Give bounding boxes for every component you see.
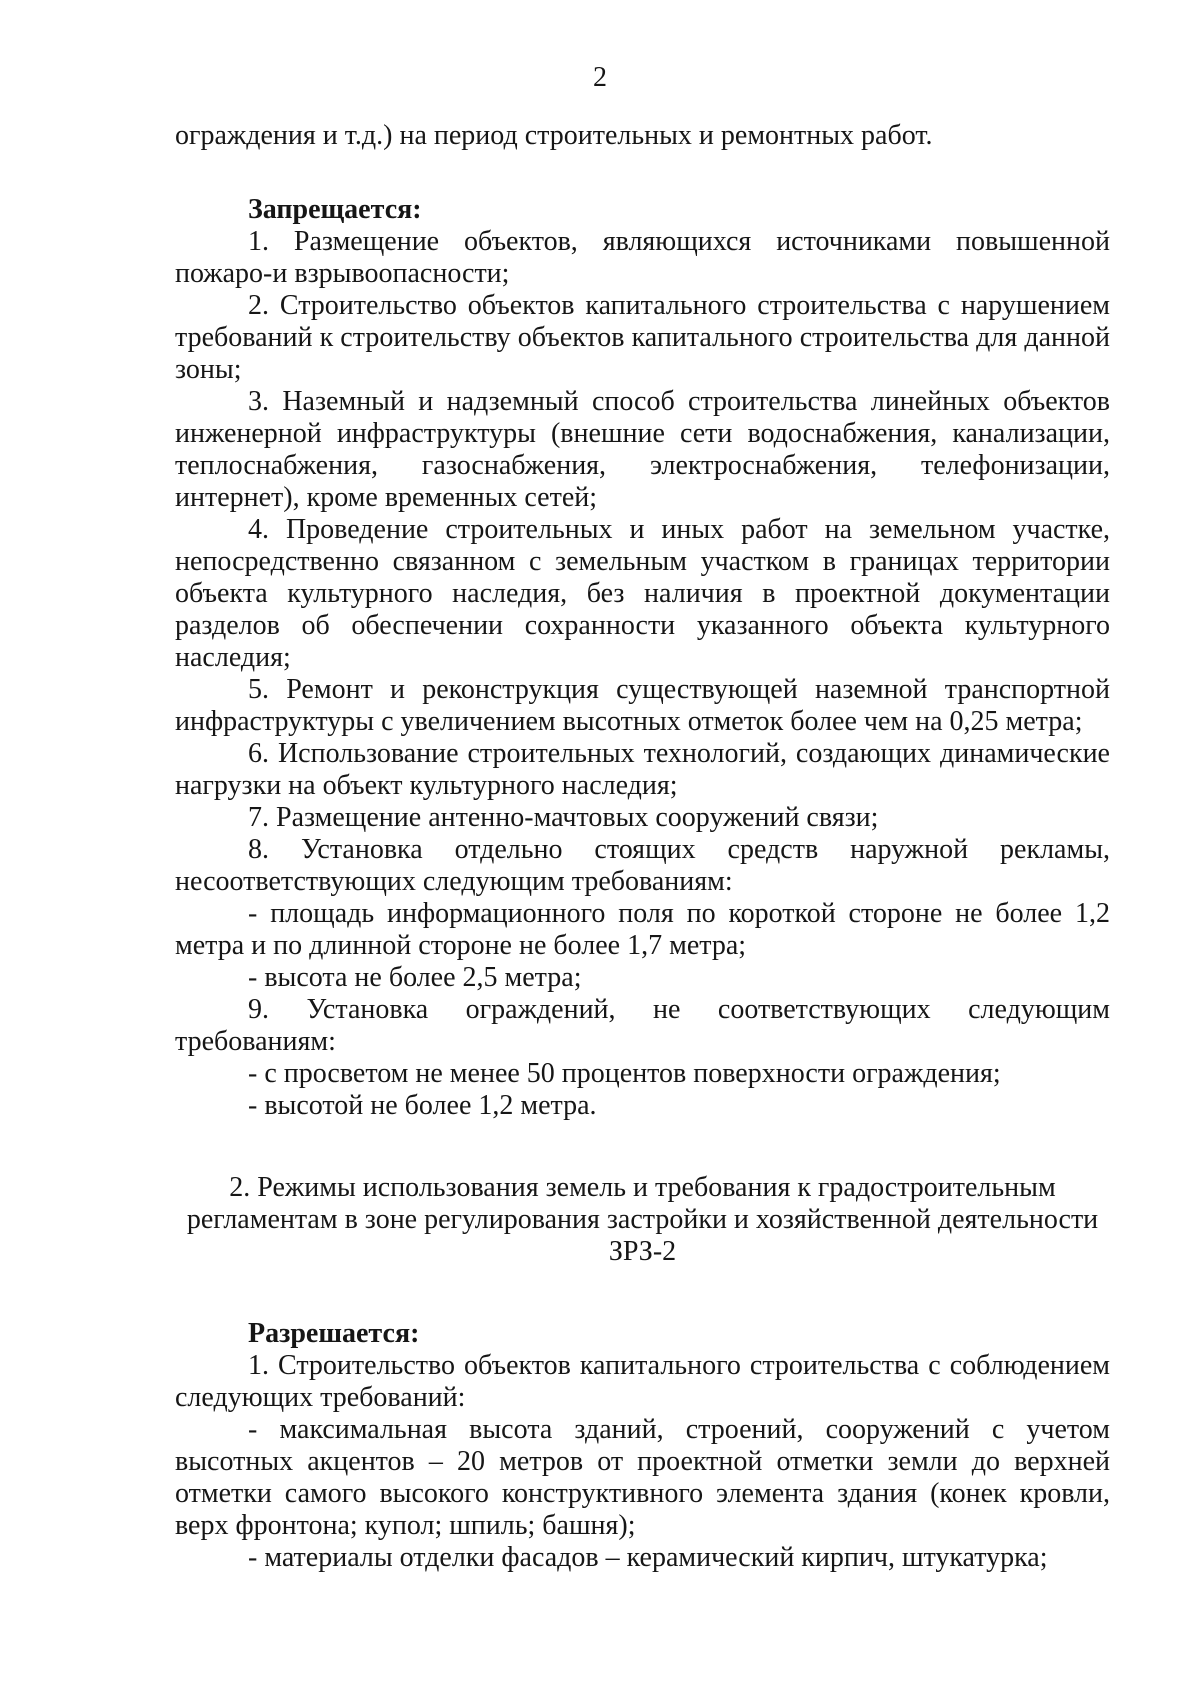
prohibited-item-8: 8. Установка отдельно стоящих средств наружной рекламы, несоответствующих следующим требованиям: <box>175 834 1110 897</box>
allowed-item-1: 1. Строительство объектов капитального строительства с соблюдением следующих требований: <box>175 1350 1110 1413</box>
prohibited-item-9-req-2: - высотой не более 1,2 метра. <box>248 1090 597 1121</box>
prohibited-heading: Запрещается: <box>248 194 422 225</box>
allowed-item-1-req-2: - материалы отделки фасадов – керамический кирпич, штукатурка; <box>248 1542 1048 1573</box>
allowed-item-1-req-1: - максимальная высота зданий, строений, сооружений с учетом высотных акцентов – 20 метров от проектной отметки земли до верхней отметки самого высокого конструктивного элемента здания (конек кровли, верх фронтона; купол; шпиль; башня); <box>175 1414 1110 1541</box>
section-2-title-line-2: регламентам в зоне регулирования застройки и хозяйственной деятельности <box>186 1204 1099 1235</box>
page-number: 2 <box>593 62 607 93</box>
prohibited-item-7: 7. Размещение антенно-мачтовых сооружений связи; <box>248 802 879 833</box>
prohibited-item-8-req-2: - высота не более 2,5 метра; <box>248 962 582 993</box>
prohibited-item-9: 9. Установка ограждений, не соответствующих следующим требованиям: <box>175 994 1110 1057</box>
intro-line: ограждения и т.д.) на период строительных и ремонтных работ. <box>175 120 933 151</box>
prohibited-item-2: 2. Строительство объектов капитального строительства с нарушением требований к строительству объектов капитального строительства для данной зоны; <box>175 290 1110 385</box>
prohibited-item-1: 1. Размещение объектов, являющихся источниками повышенной пожаро-и взрывоопасности; <box>175 226 1110 289</box>
prohibited-item-4: 4. Проведение строительных и иных работ на земельном участке, непосредственно связанном с земельным участком в границах территории объекта культурного наследия, без наличия в проектной документации разделов об обеспечении сохранности указанного объекта культурного наследия; <box>175 514 1110 673</box>
allowed-heading: Разрешается: <box>248 1318 420 1349</box>
section-2-title-line-1: 2. Режимы использования земель и требования к градостроительным <box>229 1172 1056 1203</box>
prohibited-item-8-req-1: - площадь информационного поля по короткой стороне не более 1,2 метра и по длинной стороне не более 1,7 метра; <box>175 898 1110 961</box>
section-2-title-line-3: ЗРЗ-2 <box>608 1236 677 1267</box>
prohibited-item-9-req-1: - с просветом не менее 50 процентов поверхности ограждения; <box>248 1058 1001 1089</box>
prohibited-item-6: 6. Использование строительных технологий, создающих динамические нагрузки на объект культурного наследия; <box>175 738 1110 801</box>
prohibited-item-5: 5. Ремонт и реконструкция существующей наземной транспортной инфраструктуры с увеличением высотных отметок более чем на 0,25 метра; <box>175 674 1110 737</box>
prohibited-item-3: 3. Наземный и надземный способ строительства линейных объектов инженерной инфраструктуры (внешние сети водоснабжения, канализации, теплоснабжения, газоснабжения, электроснабжения, телефонизации, интернет), кроме временных сетей; <box>175 386 1110 513</box>
document-body <box>175 120 1110 1574</box>
